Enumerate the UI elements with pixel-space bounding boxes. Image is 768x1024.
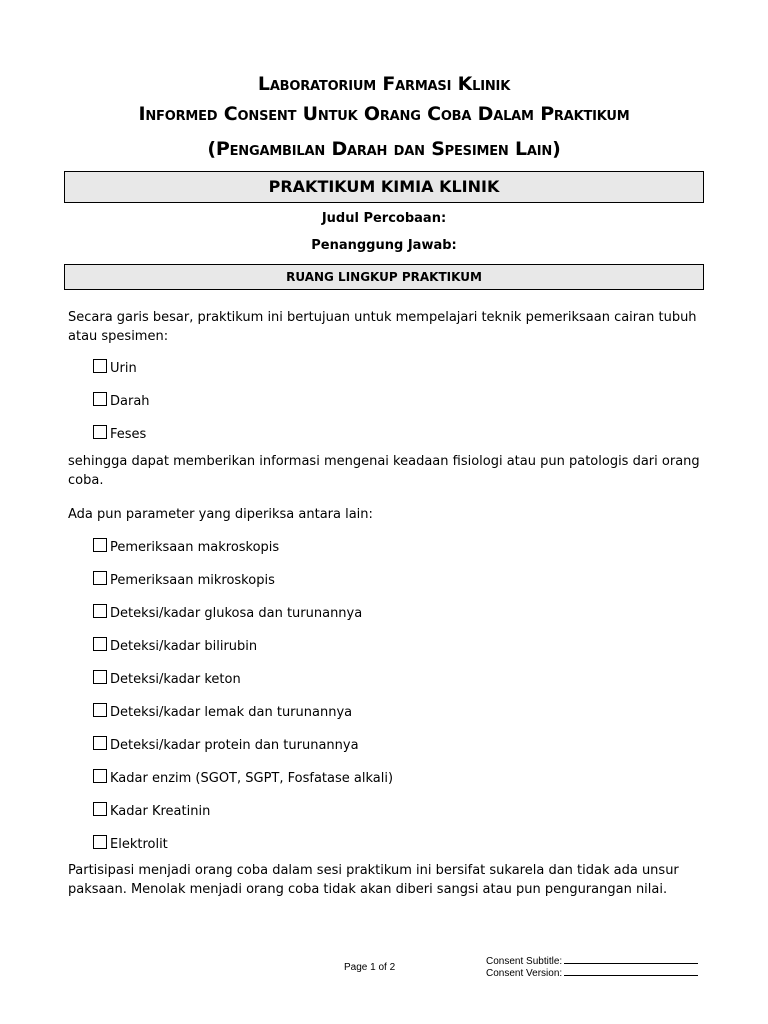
after-specimens-paragraph: sehingga dapat memberikan informasi mengenai keadaan fisiologi atau pun patologis dari orang coba. bbox=[68, 454, 700, 488]
parameter-label: Deteksi/kadar glukosa dan turunannya bbox=[110, 606, 363, 621]
parameter-option bbox=[93, 669, 241, 687]
section-title-bar bbox=[64, 171, 704, 203]
parameter-option bbox=[93, 603, 362, 621]
checkbox[interactable] bbox=[93, 392, 107, 406]
specimen-label: Feses bbox=[110, 427, 147, 442]
consent-subtitle-label: Consent Subtitle: bbox=[486, 956, 563, 967]
specimen-label: Urin bbox=[110, 361, 137, 376]
consent-version-row bbox=[486, 966, 698, 979]
consent-version-label: Consent Version: bbox=[486, 968, 563, 979]
parameter-option bbox=[93, 735, 359, 753]
checkbox[interactable] bbox=[93, 604, 107, 618]
consent-version-line bbox=[564, 966, 698, 976]
parameters-intro: Ada pun parameter yang diperiksa antara lain: bbox=[68, 507, 373, 522]
checkbox[interactable] bbox=[93, 802, 107, 816]
checkbox[interactable] bbox=[93, 571, 107, 585]
page-number: Page 1 of 2 bbox=[344, 962, 396, 973]
checkbox[interactable] bbox=[93, 637, 107, 651]
parameter-option bbox=[93, 636, 257, 654]
parameter-label: Deteksi/kadar keton bbox=[110, 672, 241, 687]
penanggung-jawab-label: Penanggung Jawab: bbox=[311, 238, 457, 253]
checkbox[interactable] bbox=[93, 703, 107, 717]
document-title-line1: Laboratorium Farmasi Klinik bbox=[257, 73, 511, 95]
closing-paragraph: Partisipasi menjadi orang coba dalam sesi praktikum ini bersifat sukarela dan tidak ada unsur paksaan. Menolak menjadi orang coba tidak akan diberi sangsi atau pun pengurangan nilai. bbox=[68, 863, 679, 897]
checkbox[interactable] bbox=[93, 425, 107, 439]
checkbox[interactable] bbox=[93, 670, 107, 684]
parameter-option bbox=[93, 570, 275, 588]
section-title: PRAKTIKUM KIMIA KLINIK bbox=[268, 177, 500, 196]
specimen-option bbox=[93, 391, 150, 409]
scope-title: RUANG LINGKUP PRAKTIKUM bbox=[286, 270, 482, 284]
intro-paragraph: Secara garis besar, praktikum ini bertujuan untuk mempelajari teknik pemeriksaan cairan tubuh atau spesimen: bbox=[68, 310, 697, 344]
parameter-label: Kadar enzim (SGOT, SGPT, Fosfatase alkali) bbox=[110, 771, 394, 786]
checkbox[interactable] bbox=[93, 359, 107, 373]
checkbox[interactable] bbox=[93, 538, 107, 552]
document-title-line2: Informed Consent Untuk Orang Coba Dalam Praktikum bbox=[138, 103, 630, 125]
document-title-line3: (Pengambilan Darah dan Spesimen Lain) bbox=[207, 138, 561, 160]
checkbox[interactable] bbox=[93, 736, 107, 750]
parameter-label: Deteksi/kadar lemak dan turunannya bbox=[110, 705, 353, 720]
judul-percobaan-label: Judul Percobaan: bbox=[321, 211, 447, 226]
parameter-option bbox=[93, 537, 279, 555]
specimen-label: Darah bbox=[110, 394, 150, 409]
specimen-option bbox=[93, 424, 146, 442]
parameter-option bbox=[93, 834, 168, 852]
specimen-option bbox=[93, 358, 137, 376]
parameter-label: Deteksi/kadar bilirubin bbox=[110, 639, 258, 654]
parameter-label: Pemeriksaan mikroskopis bbox=[110, 573, 275, 588]
parameter-label: Pemeriksaan makroskopis bbox=[110, 540, 280, 555]
parameter-label: Kadar Kreatinin bbox=[110, 804, 211, 819]
checkbox[interactable] bbox=[93, 835, 107, 849]
parameter-label: Elektrolit bbox=[110, 837, 168, 852]
parameter-label: Deteksi/kadar protein dan turunannya bbox=[110, 738, 359, 753]
parameter-option bbox=[93, 702, 352, 720]
parameter-option bbox=[93, 801, 210, 819]
scope-bar bbox=[64, 264, 704, 290]
checkbox[interactable] bbox=[93, 769, 107, 783]
consent-subtitle-line bbox=[564, 954, 698, 964]
parameter-option bbox=[93, 768, 393, 786]
